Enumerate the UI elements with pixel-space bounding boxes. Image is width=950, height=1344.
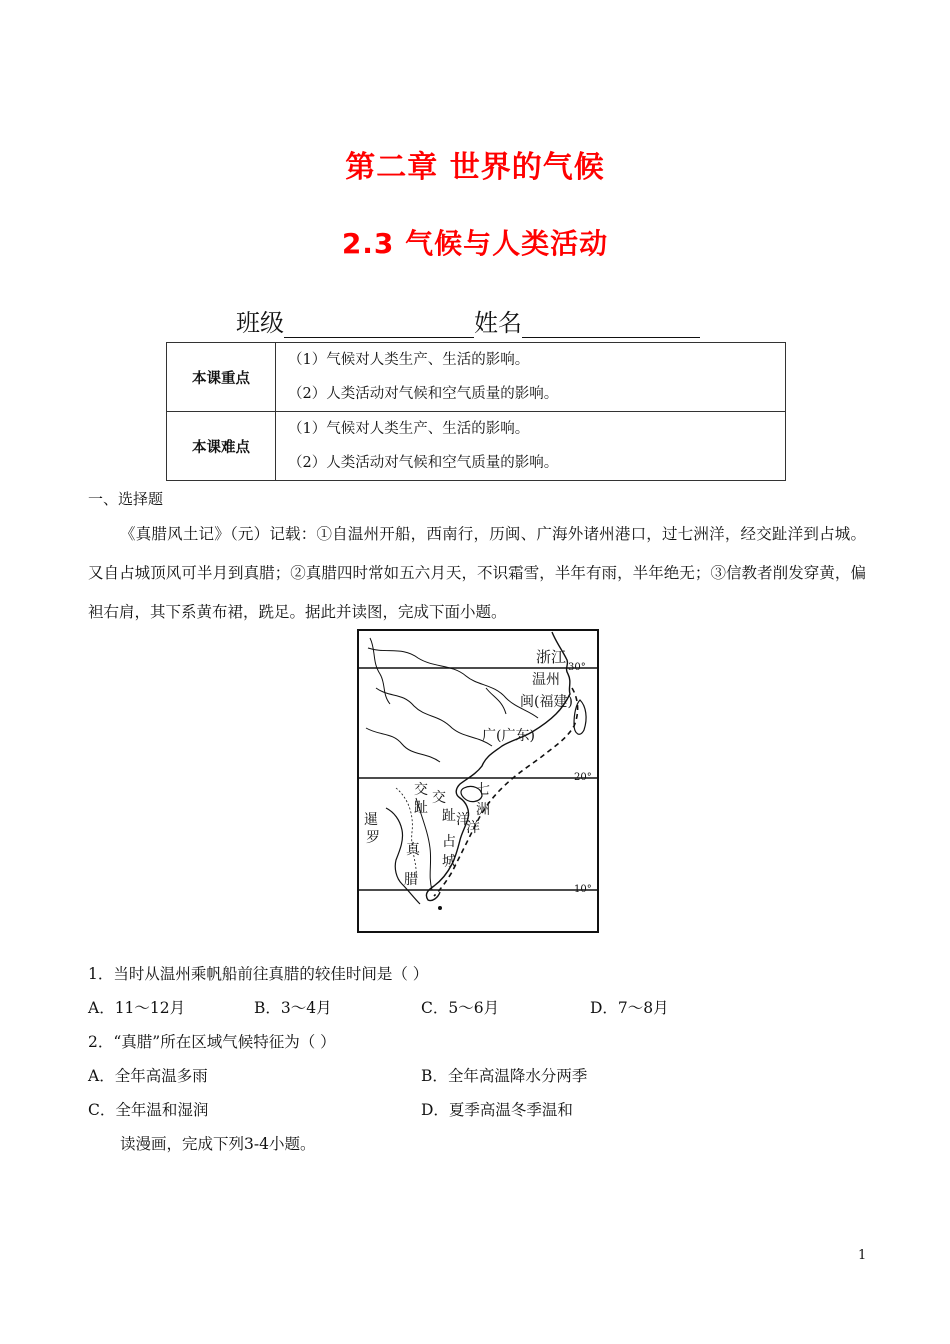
name-label: 姓名 — [474, 309, 522, 337]
label-lat10: 10° — [574, 884, 592, 895]
chapter-title: 第二章 世界的气候 — [345, 150, 605, 185]
section-heading: 一、选择题 — [88, 490, 164, 508]
label-siam-2: 罗 — [366, 830, 380, 846]
label-zhenla-2: 腊 — [404, 872, 418, 888]
next-instruction: 读漫画，完成下列3-4小题。 — [120, 1135, 316, 1153]
label-jiaozhi-2: 趾 — [414, 800, 428, 816]
name-blank[interactable] — [522, 311, 700, 338]
class-label: 班级 — [236, 309, 284, 337]
student-info-line — [236, 303, 700, 338]
lesson-info-table — [166, 342, 786, 481]
label-jiaozhi-1: 交 — [414, 782, 428, 798]
label-siam-1: 暹 — [364, 812, 378, 828]
question-2-option-a[interactable]: A．全年高温多雨 — [88, 1067, 208, 1085]
island-dot — [438, 906, 442, 910]
map-figure — [356, 628, 600, 934]
difficult-points-content — [276, 412, 786, 481]
label-qizhou-3: 洋 — [466, 820, 480, 836]
section-title: 2.3 气候与人类活动 — [341, 227, 609, 260]
key-points-label: 本课重点 — [167, 343, 276, 412]
question-2-option-d[interactable]: D．夏季高温冬季温和 — [421, 1101, 573, 1119]
class-blank[interactable] — [284, 311, 474, 338]
question-1-option-a[interactable]: A．11～12月 — [88, 999, 186, 1017]
question-1-option-d[interactable]: D．7～8月 — [590, 999, 669, 1017]
question-2-option-b[interactable]: B．全年高温降水分两季 — [421, 1067, 588, 1085]
label-jiaozhi-yang-3: 洋 — [456, 812, 470, 828]
label-qizhou-1: 七 — [476, 782, 490, 798]
key-point-1: （1）气候对人类生产、生活的影响。 — [288, 352, 530, 368]
question-1-stem: 1．当时从温州乘帆船前往真腊的较佳时间是（ ） — [88, 965, 429, 983]
question-1-option-b[interactable]: B．3～4月 — [254, 999, 332, 1017]
question-2-option-c[interactable]: C．全年温和湿润 — [88, 1101, 209, 1119]
label-zhancheng-2: 城 — [442, 854, 456, 870]
page-number: 1 — [858, 1248, 867, 1263]
difficult-points-label: 本课难点 — [167, 412, 276, 481]
label-qizhou-2: 洲 — [476, 802, 490, 818]
table-row — [167, 412, 786, 481]
key-point-2: （2）人类活动对气候和空气质量的影响。 — [288, 386, 559, 402]
label-min-fujian: 闽(福建) — [520, 694, 573, 710]
question-2-stem: 2．“真腊”所在区域气候特征为（ ） — [88, 1033, 336, 1051]
label-jiaozhi-yang-1: 交 — [432, 790, 446, 806]
reading-passage: 《真腊风土记》（元）记载：①自温州开船，西南行，历闽、广海外诸州港口，过七洲洋，经交趾洋到占城。又自占城顶风可半月到真腊；②真腊四时常如五六月天，不识霜雪，半年有雨，半年绝无；③信教者削发穿黄，偏袒右肩，其下系黄布裙，跣足。据此并读图，完成下面小题。 — [88, 525, 866, 621]
route-map — [356, 628, 600, 934]
label-zhejiang: 浙江 — [536, 648, 567, 666]
label-jiaozhi-yang-2: 趾 — [442, 808, 456, 824]
label-zhenla-1: 真 — [406, 842, 420, 858]
label-zhancheng-1: 占 — [442, 834, 456, 850]
difficult-point-2: （2）人类活动对气候和空气质量的影响。 — [288, 455, 559, 471]
map-frame — [358, 630, 598, 932]
difficult-point-1: （1）气候对人类生产、生活的影响。 — [288, 421, 530, 437]
question-1-option-c[interactable]: C．5～6月 — [421, 999, 500, 1017]
key-points-content — [276, 343, 786, 412]
label-lat20: 20° — [574, 772, 592, 783]
table-row — [167, 343, 786, 412]
label-lat30: 30° — [568, 662, 586, 673]
label-wenzhou: 温州 — [532, 672, 560, 688]
label-guang-guangdong: 广(广东) — [482, 728, 535, 744]
